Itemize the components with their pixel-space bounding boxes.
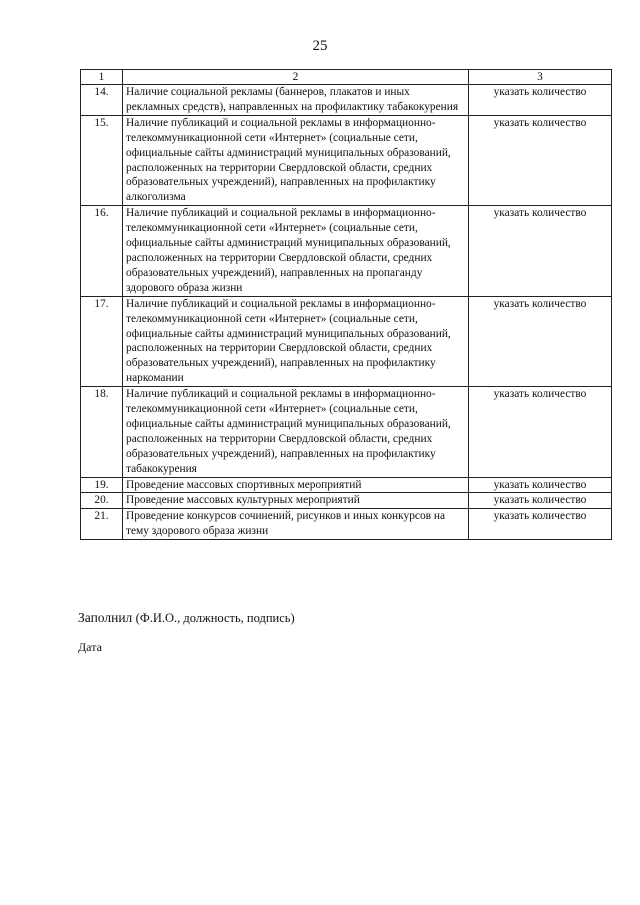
row-description: Проведение конкурсов сочинений, рисунков и иных конкурсов на тему здорового образа жизни — [123, 509, 469, 540]
row-description: Наличие публикаций и социальной рекламы в информационно-телекоммуникационной сети «Интернет» (социальные сети, официальные сайты администраций муниципальных образований, расположенных на территории Свердловской области, средних образовательных учреждений), направленных на профилактику алкоголизма — [123, 115, 469, 205]
filled-by-line — [78, 610, 295, 626]
table-row — [81, 477, 612, 493]
table-row — [81, 85, 612, 116]
column-header-description: 2 — [123, 70, 469, 85]
row-description: Наличие публикаций и социальной рекламы в информационно-телекоммуникационной сети «Интернет» (социальные сети, официальные сайты администраций муниципальных образований, расположенных на территории Свердловской области, средних образовательных учреждений), направленных на профилактику наркомании — [123, 296, 469, 386]
row-description: Наличие социальной рекламы (баннеров, плакатов и иных рекламных средств), направленных на профилактику табакокурения — [123, 85, 469, 116]
row-number: 19. — [81, 477, 123, 493]
table-row — [81, 493, 612, 509]
row-value: указать количество — [469, 296, 612, 386]
row-description: Наличие публикаций и социальной рекламы в информационно-телекоммуникационной сети «Интернет» (социальные сети, официальные сайты администраций муниципальных образований, расположенных на территории Свердловской области, средних образовательных учреждений), направленных на пропаганду здорового образа жизни — [123, 206, 469, 296]
row-number: 14. — [81, 85, 123, 116]
filled-by-note: (Ф.И.О., должность, подпись) — [135, 611, 295, 625]
row-number: 15. — [81, 115, 123, 205]
row-description: Проведение массовых спортивных мероприятий — [123, 477, 469, 493]
table-row — [81, 387, 612, 477]
row-value: указать количество — [469, 85, 612, 116]
row-number: 18. — [81, 387, 123, 477]
row-value: указать количество — [469, 493, 612, 509]
table-row — [81, 206, 612, 296]
row-value: указать количество — [469, 509, 612, 540]
row-value: указать количество — [469, 206, 612, 296]
row-number: 20. — [81, 493, 123, 509]
table-row — [81, 115, 612, 205]
row-value: указать количество — [469, 387, 612, 477]
column-header-number: 1 — [81, 70, 123, 85]
column-header-value: 3 — [469, 70, 612, 85]
row-value: указать количество — [469, 477, 612, 493]
date-label: Дата — [78, 640, 102, 654]
row-number: 21. — [81, 509, 123, 540]
table-row — [81, 509, 612, 540]
page-number: 25 — [312, 38, 328, 54]
row-description: Наличие публикаций и социальной рекламы в информационно-телекоммуникационной сети «Интернет» (социальные сети, официальные сайты администраций муниципальных образований, расположенных на территории Свердловской области, средних образовательных учреждений), направленных на профилактику табакокурения — [123, 387, 469, 477]
filled-by-label: Заполнил — [78, 610, 133, 625]
table-row — [81, 296, 612, 386]
row-description: Проведение массовых культурных мероприятий — [123, 493, 469, 509]
table-header-row — [81, 70, 612, 85]
row-number: 17. — [81, 296, 123, 386]
row-number: 16. — [81, 206, 123, 296]
report-table — [80, 69, 612, 540]
row-value: указать количество — [469, 115, 612, 205]
